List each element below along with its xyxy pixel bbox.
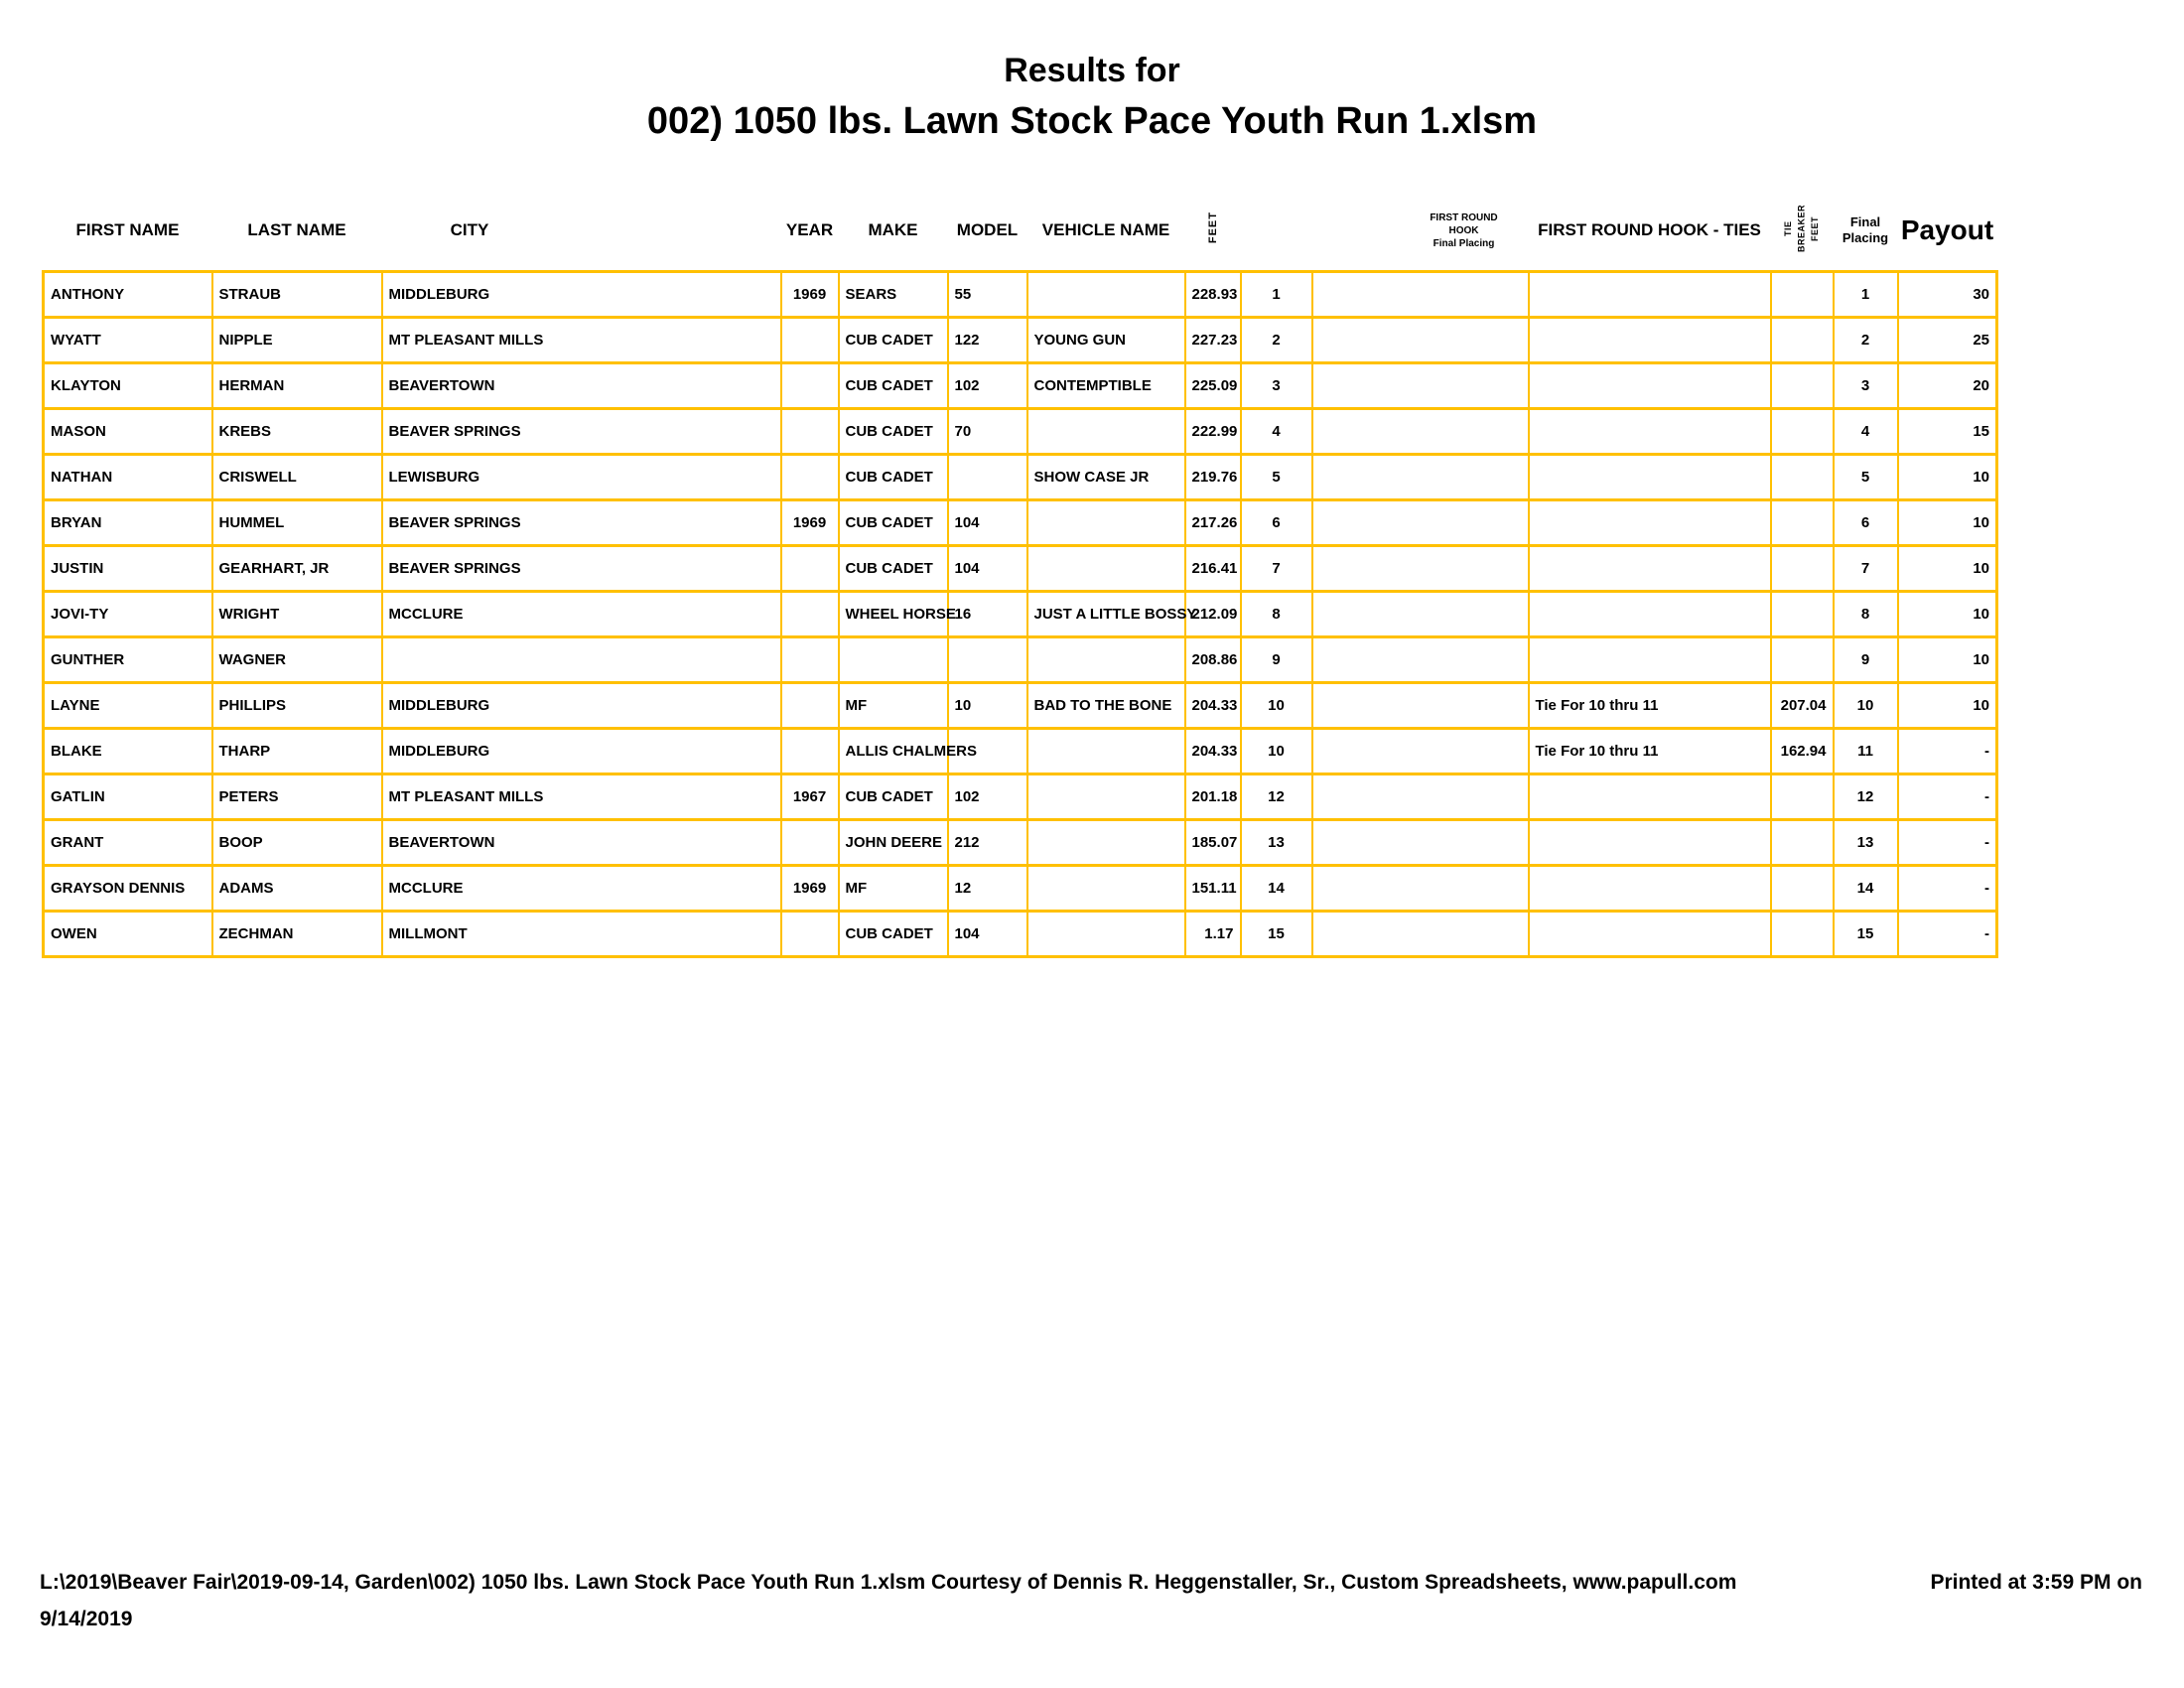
- cell-tie-breaker-feet: [1771, 774, 1834, 820]
- cell-tie-note: [1529, 774, 1771, 820]
- cell-first-name: MASON: [44, 409, 212, 455]
- cell-tie-breaker-feet: [1771, 820, 1834, 866]
- cell-tie-breaker-feet: [1771, 409, 1834, 455]
- cell-vehicle-name: BAD TO THE BONE: [1027, 683, 1185, 729]
- cell-city: MILLMONT: [382, 912, 781, 957]
- cell-spacer: [1312, 455, 1529, 500]
- cell-tie-note: Tie For 10 thru 11: [1529, 729, 1771, 774]
- cell-model: [948, 637, 1027, 683]
- cell-year: [781, 546, 839, 592]
- cell-spacer: [1312, 546, 1529, 592]
- cell-feet: 151.11: [1185, 866, 1241, 912]
- cell-year: [781, 912, 839, 957]
- cell-model: 122: [948, 318, 1027, 363]
- footer-date: 9/14/2019: [40, 1608, 133, 1630]
- header-first-round-hook-line2: HOOK: [1448, 224, 1479, 236]
- cell-first-name: GRAYSON DENNIS: [44, 866, 212, 912]
- header-first-round-hook-line3: Final Placing: [1433, 237, 1495, 249]
- cell-first-round-placing: 10: [1241, 683, 1312, 729]
- cell-year: [781, 637, 839, 683]
- table-row: [44, 318, 1997, 363]
- cell-tie-note: [1529, 500, 1771, 546]
- cell-feet: 217.26: [1185, 500, 1241, 546]
- cell-city: BEAVERTOWN: [382, 820, 781, 866]
- cell-spacer: [1312, 500, 1529, 546]
- cell-payout: 20: [1898, 363, 1997, 409]
- title-line-1: Results for: [1004, 52, 1180, 89]
- cell-payout: 10: [1898, 500, 1997, 546]
- cell-tie-note: [1529, 363, 1771, 409]
- cell-vehicle-name: YOUNG GUN: [1027, 318, 1185, 363]
- cell-payout: 15: [1898, 409, 1997, 455]
- cell-final-placing: 13: [1834, 820, 1898, 866]
- cell-tie-note: [1529, 820, 1771, 866]
- cell-last-name: ZECHMAN: [212, 912, 382, 957]
- header-first-name: FIRST NAME: [44, 191, 212, 272]
- cell-spacer: [1312, 409, 1529, 455]
- cell-tie-note: [1529, 272, 1771, 318]
- cell-feet: 222.99: [1185, 409, 1241, 455]
- cell-final-placing: 3: [1834, 363, 1898, 409]
- table-row: [44, 912, 1997, 957]
- cell-feet: 1.17: [1185, 912, 1241, 957]
- table-row: [44, 455, 1997, 500]
- cell-city: LEWISBURG: [382, 455, 781, 500]
- cell-year: [781, 820, 839, 866]
- cell-payout: 10: [1898, 592, 1997, 637]
- cell-model: [948, 455, 1027, 500]
- cell-spacer: [1312, 729, 1529, 774]
- cell-model: 104: [948, 500, 1027, 546]
- cell-tie-breaker-feet: [1771, 637, 1834, 683]
- cell-final-placing: 7: [1834, 546, 1898, 592]
- table-row: [44, 637, 1997, 683]
- cell-payout: 10: [1898, 455, 1997, 500]
- cell-last-name: PETERS: [212, 774, 382, 820]
- cell-model: 102: [948, 774, 1027, 820]
- cell-make: CUB CADET: [839, 546, 948, 592]
- header-payout: Payout: [1898, 191, 1997, 272]
- header-first-round-hook-ties: FIRST ROUND HOOK - TIES: [1529, 191, 1771, 272]
- cell-city: MIDDLEBURG: [382, 272, 781, 318]
- cell-first-name: ANTHONY: [44, 272, 212, 318]
- cell-spacer: [1312, 363, 1529, 409]
- cell-city: MCCLURE: [382, 866, 781, 912]
- header-final-placing: [1834, 191, 1898, 272]
- cell-final-placing: 5: [1834, 455, 1898, 500]
- cell-spacer: [1312, 866, 1529, 912]
- cell-year: [781, 683, 839, 729]
- cell-year: [781, 318, 839, 363]
- cell-feet: 227.23: [1185, 318, 1241, 363]
- header-city: CITY: [382, 191, 781, 272]
- cell-model: 10: [948, 683, 1027, 729]
- cell-tie-breaker-feet: [1771, 318, 1834, 363]
- cell-make: SEARS: [839, 272, 948, 318]
- cell-first-name: KLAYTON: [44, 363, 212, 409]
- cell-year: [781, 455, 839, 500]
- cell-city: BEAVER SPRINGS: [382, 500, 781, 546]
- table-row: [44, 363, 1997, 409]
- cell-tie-note: [1529, 546, 1771, 592]
- table-row: [44, 592, 1997, 637]
- cell-tie-breaker-feet: [1771, 866, 1834, 912]
- cell-year: [781, 363, 839, 409]
- cell-payout: -: [1898, 729, 1997, 774]
- cell-vehicle-name: [1027, 500, 1185, 546]
- table-header-row: [44, 191, 1997, 272]
- cell-payout: -: [1898, 912, 1997, 957]
- cell-first-name: BRYAN: [44, 500, 212, 546]
- cell-first-name: WYATT: [44, 318, 212, 363]
- cell-final-placing: 11: [1834, 729, 1898, 774]
- table-row: [44, 683, 1997, 729]
- cell-model: 104: [948, 546, 1027, 592]
- cell-year: [781, 592, 839, 637]
- cell-payout: 10: [1898, 546, 1997, 592]
- table-body: [44, 272, 1997, 957]
- cell-final-placing: 15: [1834, 912, 1898, 957]
- table-row: [44, 409, 1997, 455]
- header-tie-breaker-rotated-label: TIE BREAKER FEET: [1782, 204, 1820, 252]
- cell-final-placing: 9: [1834, 637, 1898, 683]
- cell-model: 12: [948, 866, 1027, 912]
- table-row: [44, 272, 1997, 318]
- cell-last-name: HERMAN: [212, 363, 382, 409]
- cell-vehicle-name: [1027, 546, 1185, 592]
- cell-last-name: CRISWELL: [212, 455, 382, 500]
- cell-city: MIDDLEBURG: [382, 683, 781, 729]
- cell-spacer: [1312, 912, 1529, 957]
- header-first-round-hook-line1: FIRST ROUND: [1430, 211, 1498, 223]
- table-row: [44, 820, 1997, 866]
- header-final-placing-line2: Placing: [1842, 230, 1889, 245]
- cell-tie-breaker-feet: [1771, 912, 1834, 957]
- cell-first-name: JUSTIN: [44, 546, 212, 592]
- cell-tie-breaker-feet: [1771, 500, 1834, 546]
- cell-spacer: [1312, 637, 1529, 683]
- cell-vehicle-name: [1027, 820, 1185, 866]
- cell-make: JOHN DEERE: [839, 820, 948, 866]
- header-vehicle-name: VEHICLE NAME: [1027, 191, 1185, 272]
- cell-vehicle-name: SHOW CASE JR: [1027, 455, 1185, 500]
- cell-payout: 25: [1898, 318, 1997, 363]
- cell-last-name: NIPPLE: [212, 318, 382, 363]
- cell-first-name: GUNTHER: [44, 637, 212, 683]
- cell-tie-breaker-feet: [1771, 272, 1834, 318]
- cell-make: MF: [839, 866, 948, 912]
- header-last-name: LAST NAME: [212, 191, 382, 272]
- cell-vehicle-name: [1027, 774, 1185, 820]
- cell-tie-breaker-feet: [1771, 455, 1834, 500]
- cell-first-round-placing: 5: [1241, 455, 1312, 500]
- cell-first-round-placing: 10: [1241, 729, 1312, 774]
- cell-year: 1969: [781, 866, 839, 912]
- cell-year: [781, 409, 839, 455]
- cell-payout: -: [1898, 774, 1997, 820]
- cell-city: BEAVER SPRINGS: [382, 546, 781, 592]
- cell-make: WHEEL HORSE: [839, 592, 948, 637]
- cell-feet: 228.93: [1185, 272, 1241, 318]
- cell-first-round-placing: 14: [1241, 866, 1312, 912]
- cell-make: CUB CADET: [839, 363, 948, 409]
- cell-feet: 225.09: [1185, 363, 1241, 409]
- cell-first-round-placing: 4: [1241, 409, 1312, 455]
- cell-model: 104: [948, 912, 1027, 957]
- cell-final-placing: 8: [1834, 592, 1898, 637]
- cell-model: 55: [948, 272, 1027, 318]
- table-row: [44, 866, 1997, 912]
- table-row: [44, 774, 1997, 820]
- cell-year: 1969: [781, 272, 839, 318]
- cell-spacer: [1312, 272, 1529, 318]
- header-make: MAKE: [839, 191, 948, 272]
- cell-feet: 219.76: [1185, 455, 1241, 500]
- cell-first-name: JOVI-TY: [44, 592, 212, 637]
- cell-tie-breaker-feet: [1771, 546, 1834, 592]
- table-row: [44, 729, 1997, 774]
- cell-tie-note: [1529, 592, 1771, 637]
- cell-feet: 204.33: [1185, 683, 1241, 729]
- header-final-placing-line1: Final: [1849, 213, 1881, 229]
- cell-spacer: [1312, 318, 1529, 363]
- header-model: MODEL: [948, 191, 1027, 272]
- cell-final-placing: 6: [1834, 500, 1898, 546]
- cell-make: CUB CADET: [839, 500, 948, 546]
- report-footer: [40, 1571, 2142, 1631]
- cell-last-name: STRAUB: [212, 272, 382, 318]
- cell-spacer: [1312, 683, 1529, 729]
- title-line-2: 002) 1050 lbs. Lawn Stock Pace Youth Run 1.xlsm: [646, 100, 1538, 143]
- cell-tie-note: [1529, 866, 1771, 912]
- cell-first-name: GATLIN: [44, 774, 212, 820]
- header-year: YEAR: [781, 191, 839, 272]
- cell-make: CUB CADET: [839, 318, 948, 363]
- cell-last-name: GEARHART, JR: [212, 546, 382, 592]
- cell-last-name: PHILLIPS: [212, 683, 382, 729]
- cell-payout: 30: [1898, 272, 1997, 318]
- cell-feet: 212.09: [1185, 592, 1241, 637]
- cell-first-round-placing: 1: [1241, 272, 1312, 318]
- cell-feet: 204.33: [1185, 729, 1241, 774]
- cell-last-name: ADAMS: [212, 866, 382, 912]
- cell-first-round-placing: 15: [1241, 912, 1312, 957]
- cell-vehicle-name: [1027, 912, 1185, 957]
- cell-city: BEAVERTOWN: [382, 363, 781, 409]
- cell-year: [781, 729, 839, 774]
- cell-tie-note: [1529, 455, 1771, 500]
- cell-first-name: BLAKE: [44, 729, 212, 774]
- cell-spacer: [1312, 774, 1529, 820]
- cell-last-name: WAGNER: [212, 637, 382, 683]
- footer-printed-at: Printed at 3:59 PM on: [1930, 1571, 2142, 1594]
- cell-first-round-placing: 3: [1241, 363, 1312, 409]
- cell-model: 70: [948, 409, 1027, 455]
- cell-tie-note: [1529, 912, 1771, 957]
- cell-vehicle-name: [1027, 729, 1185, 774]
- cell-first-round-placing: 12: [1241, 774, 1312, 820]
- cell-first-round-placing: 6: [1241, 500, 1312, 546]
- cell-final-placing: 1: [1834, 272, 1898, 318]
- footer-path-text: L:\2019\Beaver Fair\2019-09-14, Garden\002) 1050 lbs. Lawn Stock Pace Youth Run 1.xlsm Courtesy of Dennis R. Heggenstaller, Sr., Custom Spreadsheets, www.papull.com: [40, 1571, 1737, 1594]
- cell-tie-breaker-feet: 162.94: [1771, 729, 1834, 774]
- header-tie-breaker-feet: [1771, 191, 1834, 272]
- results-table: [42, 191, 1998, 958]
- cell-tie-note: [1529, 637, 1771, 683]
- cell-vehicle-name: JUST A LITTLE BOSSY: [1027, 592, 1185, 637]
- cell-model: 212: [948, 820, 1027, 866]
- cell-first-name: GRANT: [44, 820, 212, 866]
- cell-city: MT PLEASANT MILLS: [382, 318, 781, 363]
- cell-city: BEAVER SPRINGS: [382, 409, 781, 455]
- cell-year: 1969: [781, 500, 839, 546]
- cell-feet: 216.41: [1185, 546, 1241, 592]
- header-feet: [1185, 191, 1241, 272]
- cell-city: MCCLURE: [382, 592, 781, 637]
- cell-last-name: BOOP: [212, 820, 382, 866]
- cell-model: 102: [948, 363, 1027, 409]
- cell-tie-note: Tie For 10 thru 11: [1529, 683, 1771, 729]
- cell-vehicle-name: [1027, 637, 1185, 683]
- cell-final-placing: 12: [1834, 774, 1898, 820]
- cell-first-round-placing: 2: [1241, 318, 1312, 363]
- cell-city: MT PLEASANT MILLS: [382, 774, 781, 820]
- cell-payout: 10: [1898, 637, 1997, 683]
- cell-make: [839, 637, 948, 683]
- table-row: [44, 500, 1997, 546]
- cell-vehicle-name: CONTEMPTIBLE: [1027, 363, 1185, 409]
- report-title: [0, 52, 2184, 144]
- cell-last-name: THARP: [212, 729, 382, 774]
- cell-first-round-placing: 7: [1241, 546, 1312, 592]
- cell-final-placing: 10: [1834, 683, 1898, 729]
- cell-payout: -: [1898, 820, 1997, 866]
- cell-feet: 185.07: [1185, 820, 1241, 866]
- cell-final-placing: 4: [1834, 409, 1898, 455]
- cell-first-name: OWEN: [44, 912, 212, 957]
- cell-payout: 10: [1898, 683, 1997, 729]
- cell-tie-note: [1529, 318, 1771, 363]
- cell-vehicle-name: [1027, 272, 1185, 318]
- cell-make: ALLIS CHALMERS: [839, 729, 948, 774]
- cell-tie-note: [1529, 409, 1771, 455]
- cell-spacer: [1312, 592, 1529, 637]
- cell-make: CUB CADET: [839, 774, 948, 820]
- cell-make: CUB CADET: [839, 455, 948, 500]
- cell-first-round-placing: 8: [1241, 592, 1312, 637]
- cell-feet: 208.86: [1185, 637, 1241, 683]
- cell-model: 16: [948, 592, 1027, 637]
- cell-last-name: KREBS: [212, 409, 382, 455]
- cell-vehicle-name: [1027, 409, 1185, 455]
- header-first-round-hook: [1241, 191, 1529, 272]
- cell-last-name: WRIGHT: [212, 592, 382, 637]
- cell-tie-breaker-feet: 207.04: [1771, 683, 1834, 729]
- cell-first-name: LAYNE: [44, 683, 212, 729]
- cell-make: MF: [839, 683, 948, 729]
- cell-feet: 201.18: [1185, 774, 1241, 820]
- cell-make: CUB CADET: [839, 912, 948, 957]
- cell-year: 1967: [781, 774, 839, 820]
- cell-city: MIDDLEBURG: [382, 729, 781, 774]
- table-row: [44, 546, 1997, 592]
- cell-tie-breaker-feet: [1771, 363, 1834, 409]
- cell-spacer: [1312, 820, 1529, 866]
- cell-payout: -: [1898, 866, 1997, 912]
- cell-make: CUB CADET: [839, 409, 948, 455]
- cell-first-name: NATHAN: [44, 455, 212, 500]
- cell-final-placing: 14: [1834, 866, 1898, 912]
- cell-tie-breaker-feet: [1771, 592, 1834, 637]
- cell-last-name: HUMMEL: [212, 500, 382, 546]
- header-feet-rotated-label: FEET: [1206, 211, 1219, 244]
- cell-city: [382, 637, 781, 683]
- cell-vehicle-name: [1027, 866, 1185, 912]
- cell-final-placing: 2: [1834, 318, 1898, 363]
- footer-line-1: [40, 1571, 2142, 1595]
- cell-first-round-placing: 13: [1241, 820, 1312, 866]
- cell-first-round-placing: 9: [1241, 637, 1312, 683]
